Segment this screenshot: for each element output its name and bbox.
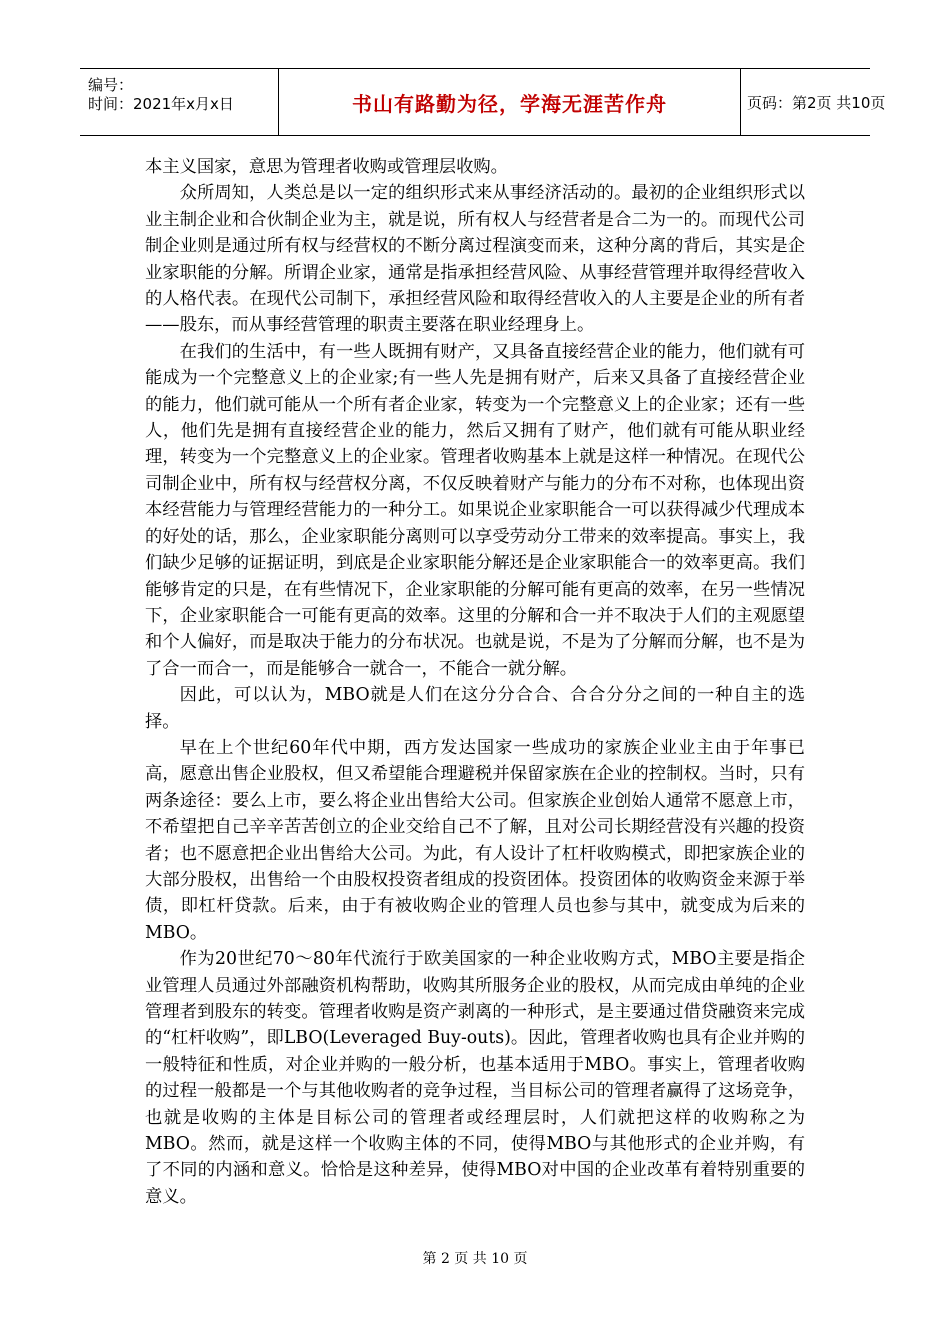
header-page-cell <box>741 69 886 135</box>
paragraph: 在我们的生活中，有一些人既拥有财产，又具备直接经营企业的能力，他们就有可能成为一个完整意义上的企业家;有一些人先是拥有财产，后来又具备了直接经营企业的能力，他们就可能从一个所有者企业家，转变为一个完整意义上的企业家；还有一些人，他们先是拥有直接经营企业的能力，然后又拥有了财产，他们就有可能从职业经理，转变为一个完整意义上的企业家。管理者收购基本上就是这样一种情况。在现代公司制企业中，所有权与经营权分离，不仅反映着财产与能力的分布不对称，也体现出资本经营能力与管理经营能力的一种分工。如果说企业家职能合一可以获得减少代理成本的好处的话，那么，企业家职能分离则可以享受劳动分工带来的效率提高。事实上，我们缺少足够的证据证明，到底是企业家职能分解还是企业家职能合一的效率更高。我们能够肯定的只是，在有些情况下，企业家职能的分解可能有更高的效率，在另一些情况下，企业家职能合一可能有更高的效率。这里的分解和合一并不取决于人们的主观愿望和个人偏好，而是取决于能力的分布状况。也就是说，不是为了分解而分解，也不是为了合一而合一，而是能够合一就合一，不能合一就分解。 <box>145 341 805 679</box>
paragraph: 本主义国家，意思为管理者收购或管理层收购。 <box>145 157 508 177</box>
page-footer: 第 2 页 共 10 页 <box>422 1251 528 1267</box>
document-body <box>145 154 805 1210</box>
header-table <box>80 68 886 136</box>
page-number-label: 页码：第2页 共10页 <box>747 93 886 112</box>
header-info-cell <box>80 69 279 135</box>
paragraph: 早在上个世纪60年代中期，西方发达国家一些成功的家族企业业主由于年事已高，愿意出售企业股权，但又希望能合理避税并保留家族在企业的控制权。当时，只有两条途径：要么上市，要么将企业出售给大公司。但家族企业创始人通常不愿意上市，不希望把自己辛辛苦苦创立的企业交给自己不了解，且对公司长期经营没有兴趣的投资者；也不愿意把企业出售给大公司。为此，有人设计了杠杆收购模式，即把家族企业的大部分股权，出售给一个由股权投资者组成的投资团体。投资团体的收购资金来源于举债，即杠杆贷款。后来，由于有被收购企业的管理人员也参与其中，就变成为后来的MBO。 <box>145 737 805 943</box>
paragraph: 因此，可以认为，MBO就是人们在这分分合合、合合分分之间的一种自主的选择。 <box>145 685 805 732</box>
paragraph: 众所周知，人类总是以一定的组织形式来从事经济活动的。最初的企业组织形式以业主制企业和合伙制企业为主，就是说，所有权人与经营者是合二为一的。而现代公司制企业则是通过所有权与经营权的不断分离过程演变而来，这种分离的背后，其实是企业家职能的分解。所谓企业家，通常是指承担经营风险、从事经营管理并取得经营收入的人格代表。在现代公司制下，承担经营风险和取得经营收入的人主要是企业的所有者——股东，而从事经营管理的职责主要落在职业经理身上。 <box>145 183 805 336</box>
doc-number-label: 编号： <box>88 76 134 94</box>
doc-time-label: 时间：2021年x月x日 <box>88 95 234 113</box>
paragraph: 作为20世纪70～80年代流行于欧美国家的一种企业收购方式，MBO主要是指企业管理人员通过外部融资机构帮助，收购其所服务企业的股权，从而完成由单纯的企业管理者到股东的转变。管理者收购是资产剥离的一种形式，是主要通过借贷融资来完成的“杠杆收购”，即LBO(Leveraged Buy-outs)。因此，管理者收购也具有企业并购的一般特征和性质，对企业并购的一般分析，也基本适用于MBO。事实上，管理者收购的过程一般都是一个与其他收购者的竞争过程，当目标公司的管理者赢得了这场竞争，也就是收购的主体是目标公司的管理者或经理层时，人们就把这样的收购称之为MBO。然而，就是这样一个收购主体的不同，使得MBO与其他形式的企业并购，有了不同的内涵和意义。恰恰是这种差异，使得MBO对中国的企业改革有着特别重要的意义。 <box>145 949 805 1207</box>
motto-text: 书山有路勤为径，学海无涯苦作舟 <box>352 91 667 116</box>
header-motto-cell <box>279 69 741 135</box>
